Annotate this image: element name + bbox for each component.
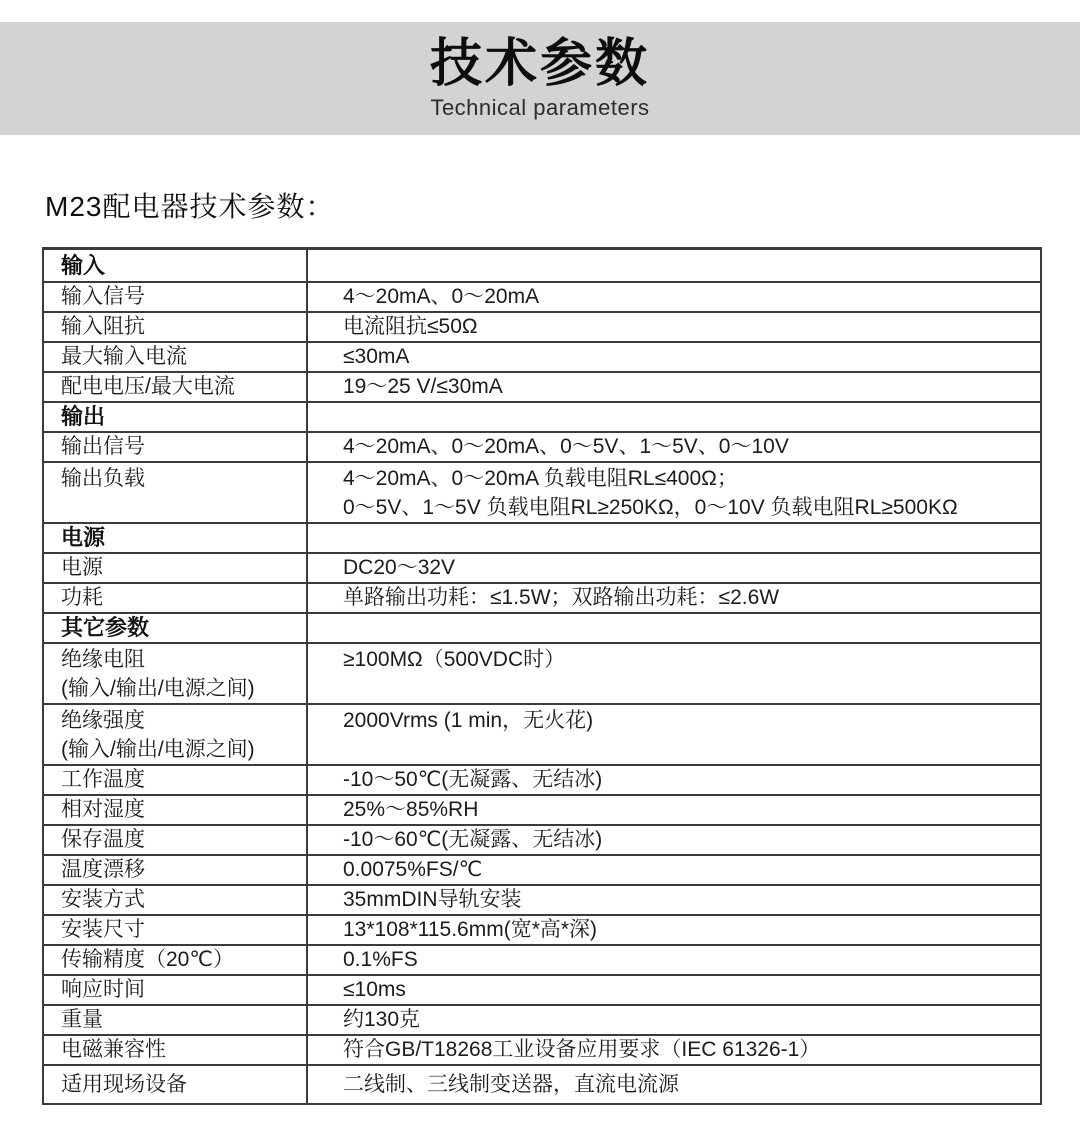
row-value-text: 35mmDIN导轨安装 [343,888,522,911]
row-value [308,433,1040,461]
row-value [308,766,1040,794]
row-value [308,886,1040,914]
table-row [44,433,1040,463]
table-row [44,250,1040,283]
banner [0,22,1080,135]
page-title: 技术参数 [429,35,650,94]
row-value-text: ≤10ms [343,978,406,1001]
row-label-text: 输出负载 [61,467,145,490]
row-value [308,916,1040,944]
table-row [44,313,1040,343]
row-label [44,250,308,281]
row-label-text: 电磁兼容性 [61,1038,166,1061]
table-row [44,614,1040,644]
row-value [308,796,1040,824]
row-label-text: 适用现场设备 [61,1072,187,1096]
row-value-text: 0～5V、1～5V 负载电阻RL≥250KΩ，0～10V 负载电阻RL≥500KΩ [343,496,958,519]
row-label [44,614,308,642]
row-label [44,524,308,552]
row-label [44,1006,308,1034]
row-label [44,373,308,401]
table-row [44,886,1040,916]
section-label: 其它参数 [61,615,150,640]
row-label-text: 传输精度（20℃） [61,948,234,971]
table-row [44,554,1040,584]
table-row [44,796,1040,826]
row-value-text: 符合GB/T18268工业设备应用要求（IEC 61326-1） [343,1038,821,1061]
row-value [308,554,1040,582]
row-value-text: 13*108*115.6mm(宽*高*深) [343,918,598,941]
row-label [44,856,308,884]
row-value [308,705,1040,764]
row-label [44,886,308,914]
row-value-text: ≥100MΩ（500VDC时） [343,648,566,671]
row-value [308,614,1040,642]
section-label: 输出 [61,404,106,429]
row-label-text: 重量 [61,1008,103,1031]
row-label-text: 安装尺寸 [61,918,145,941]
row-value [308,1036,1040,1064]
row-value [308,584,1040,612]
section-heading: M23配电器技术参数： [45,191,335,222]
row-label-note: (输入/输出/电源之间) [61,677,255,700]
row-value [308,250,1040,281]
row-value [308,283,1040,311]
row-value-text: 25%～85%RH [343,798,479,821]
row-label [44,796,308,824]
table-row [44,644,1040,705]
row-label-text: 工作温度 [61,768,145,791]
row-label [44,283,308,311]
row-value-text: 0.0075%FS/℃ [343,858,483,881]
table-row [44,856,1040,886]
row-value-text: 19～25 V/≤30mA [343,375,503,398]
row-label [44,343,308,371]
row-value-text: -10～60℃(无凝露、无结冰) [343,828,603,851]
table-row [44,766,1040,796]
row-value [308,976,1040,1004]
row-label-text: 绝缘强度 [61,709,145,732]
row-label-text: 保存温度 [61,828,145,851]
row-label-text: 输入信号 [61,285,145,308]
row-label [44,1066,308,1103]
row-label-text: 安装方式 [61,888,145,911]
row-label [44,1036,308,1064]
row-label [44,976,308,1004]
table-row [44,916,1040,946]
row-value [308,826,1040,854]
table-row [44,283,1040,313]
row-value-text: 二线制、三线制变送器，直流电流源 [343,1072,679,1096]
row-value [308,1006,1040,1034]
table-row [44,1036,1040,1066]
row-value-text: DC20～32V [343,556,456,579]
row-value-text: 单路输出功耗：≤1.5W；双路输出功耗：≤2.6W [343,586,780,609]
page-subtitle: Technical parameters [430,94,650,120]
row-label-note: (输入/输出/电源之间) [61,738,255,761]
row-label [44,766,308,794]
row-label [44,584,308,612]
row-label [44,313,308,341]
table-row [44,826,1040,856]
table-row [44,373,1040,403]
row-value-text: 4～20mA、0～20mA、0～5V、1～5V、0～10V [343,435,789,458]
row-label [44,644,308,703]
table-row [44,463,1040,524]
table-row [44,403,1040,433]
row-value-text: ≤30mA [343,345,410,368]
row-label-text: 配电电压/最大电流 [61,375,235,398]
table-row [44,705,1040,766]
row-label-text: 电源 [61,556,103,579]
row-value-text: 0.1%FS [343,948,418,971]
table-row [44,1006,1040,1036]
row-label [44,946,308,974]
row-label-text: 相对湿度 [61,798,145,821]
row-label-text: 温度漂移 [61,858,145,881]
row-label [44,463,308,522]
row-value [308,856,1040,884]
table-row [44,584,1040,614]
spec-table [42,247,1042,1105]
section-label: 输入 [61,252,106,278]
row-value-text: 2000Vrms (1 min，无火花) [343,709,594,732]
table-row [44,524,1040,554]
row-label [44,403,308,431]
row-value [308,373,1040,401]
row-value [308,343,1040,371]
row-value [308,313,1040,341]
row-value-text: 4～20mA、0～20mA [343,285,540,308]
row-label [44,826,308,854]
section-label: 电源 [61,525,106,550]
row-value [308,403,1040,431]
row-value-text: 电流阻抗≤50Ω [343,315,478,338]
row-value-text: 4～20mA、0～20mA 负载电阻RL≤400Ω； [343,467,738,490]
row-value [308,1066,1040,1103]
row-value [308,644,1040,703]
row-label [44,554,308,582]
table-row [44,343,1040,373]
row-label-text: 输出信号 [61,435,145,458]
table-row [44,976,1040,1006]
row-label [44,705,308,764]
row-label-text: 最大输入电流 [61,345,187,368]
row-value [308,463,1040,522]
row-label-text: 功耗 [61,586,103,609]
row-label-text: 输入阻抗 [61,315,145,338]
row-value [308,946,1040,974]
row-label-text: 绝缘电阻 [61,648,145,671]
table-row [44,1066,1040,1103]
row-value-text: -10～50℃(无凝露、无结冰) [343,768,603,791]
row-value-text: 约130克 [343,1008,421,1031]
row-label [44,433,308,461]
row-value [308,524,1040,552]
row-label-text: 响应时间 [61,978,145,1001]
table-row [44,946,1040,976]
row-label [44,916,308,944]
